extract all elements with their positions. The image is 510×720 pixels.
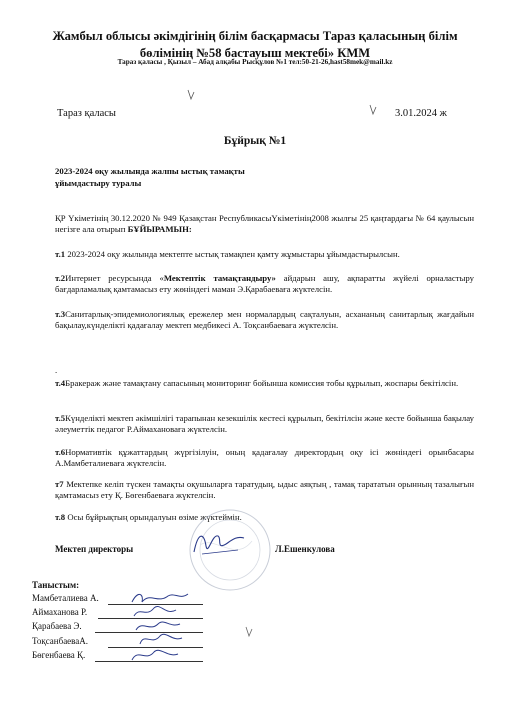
item-text: Күнделікті мектеп әкімшілігі тарапынан кезекшілік кестесі құрылып, бекітілсін және кесте бойынша бақылау әлеуметтік педагог Р.Аймахановаға жүктелсін. <box>55 413 474 435</box>
item-text: Бракераж және тамақтану сапасының мониторинг бойынша комиссия тобы құрылып, жоспары бекітілсін. <box>65 378 459 388</box>
order-title: Бұйрық №1 <box>223 135 287 147</box>
order-item-1 <box>55 249 474 260</box>
item-text-pre: Интернет ресурсында « <box>65 273 164 283</box>
order-topic: 2023-2024 оқу жылында жалпы ыстық тамақты ұйымдастыру туралы <box>55 166 245 188</box>
familiarized-heading <box>32 580 79 590</box>
stray-mark: . <box>55 365 58 375</box>
item-number: т.8 <box>55 512 66 522</box>
order-item-4 <box>55 378 474 389</box>
preamble-text: ҚР Үкіметінің 30.12.2020 № 949 Қазақстан РеспубликасыҮкіметінің2008 жылғы 25 қаңтардағы № 64 қаулысын негізге ала отырып <box>55 213 474 235</box>
director-signature-graphic <box>190 528 250 560</box>
familiarized-title: Танысты <box>32 580 70 590</box>
tick-mark <box>186 88 196 102</box>
familiarized-person: Қарабаева Э. <box>32 621 82 631</box>
item-highlight: Мектептік тамақтандыру» <box>163 273 276 283</box>
item-text: айдарын ашу, ақпаратты жүйелі орналастыру бағдарламалық қамтамасыз ету жөніндегі маман Э.Қарабаеваға жүктелсін. <box>55 273 474 295</box>
item-number: т.5 <box>55 413 66 423</box>
item-number: т.1 <box>55 249 66 259</box>
order-item-6 <box>55 447 474 470</box>
familiarized-person: ТоқсанбаеваА. <box>32 636 89 646</box>
signatory-name: Л.Ешенкулова <box>275 544 335 554</box>
item-number: т.4 <box>55 378 66 388</box>
item-number: т.2 <box>55 273 66 283</box>
order-item-5 <box>55 413 474 436</box>
familiarized-signatures-graphic <box>128 588 198 668</box>
item-text: Мектепке келіп түскен тамақты оқушыларға таратудың, ыдыс аяқтың , тамақ тарататын орынның тазалығын қамтамасыз ету Қ. Бөгенбаеваға жүктелсін. <box>55 479 474 501</box>
item-text: Осы бұйрықтың орындалуын өзіме жүктеймін. <box>65 512 242 522</box>
item-text: Санитарлық-эпидемиологиялық ережелер мен нормалардың сақталуын, асхананың санитарлық жағдайын бақылау,күнделікті қадағалау мектеп медбикесі А. Тоқсанбаеваға жүктелсін. <box>55 309 474 331</box>
order-item-2 <box>55 273 474 296</box>
familiarized-colon: м: <box>69 580 80 590</box>
familiarized-person: Бөгенбаева Қ. <box>32 650 86 660</box>
order-item-7 <box>55 479 474 502</box>
order-item-3 <box>55 309 474 332</box>
familiarized-person: Мамбеталиева А. <box>32 593 99 603</box>
organization-title: Жамбыл облысы әкімдігінің білім басқармасы Тараз қаласының білім бөлімінің №58 бастауыш мектебі» КММ <box>52 29 458 60</box>
item-number: т7 <box>55 479 64 489</box>
document-date: 3.01.2024 ж <box>395 108 447 119</box>
item-text: Нормативтік құжаттардың жүргізілуін, оның қадағалау директордың оқу ісі жөніндегі орынбасары А.Мамбеталиеваға жүктелсін. <box>55 447 474 469</box>
item-number: т.3 <box>55 309 66 319</box>
item-number: т.6 <box>55 447 66 457</box>
city: Тараз қаласы <box>57 108 116 119</box>
tick-mark <box>368 103 378 117</box>
command-word: БҰЙЫРАМЫН: <box>127 224 192 235</box>
tick-mark <box>244 625 254 639</box>
familiarized-person: Аймаханова Р. <box>32 607 88 617</box>
item-text: 2023-2024 оқу жылында мектепте ыстық тамақпен қамту жұмыстары ұйымдастырылсын. <box>65 249 400 259</box>
signatory-role: Мектеп директоры <box>55 544 134 554</box>
preamble <box>55 213 474 236</box>
organization-address: Тараз қаласы , Қызыл – Абад алқабы Рысқұлов №1 тел:50-21-26,hast58mek@mail.kz <box>117 58 393 66</box>
